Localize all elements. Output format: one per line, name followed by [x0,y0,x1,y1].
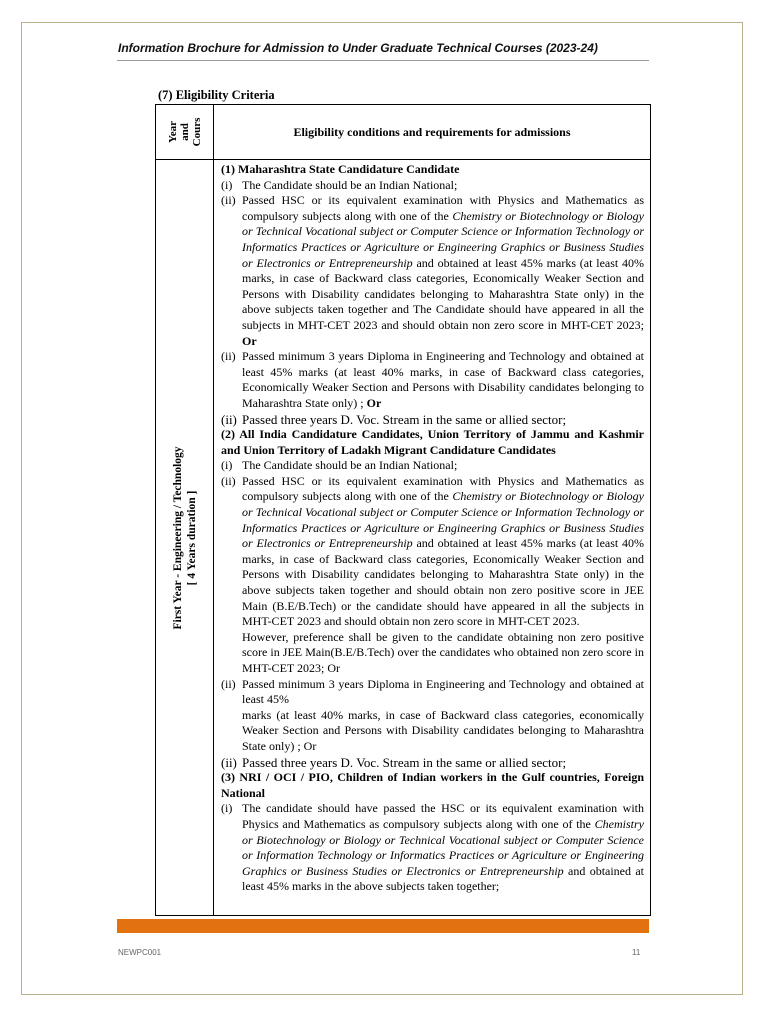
year-course-header [156,105,214,160]
sec2-item-diploma: (ii) Passed minimum 3 years Diploma in Engineering and Technology and obtained at least 45% [221,676,644,707]
sec2-item-dvoc: (ii) Passed three years D. Voc. Stream in the same or allied sector; [221,754,567,770]
sec2-preference-note: However, preference shall be given to the candidate obtaining non zero positive score in JEE Main(B.E/B.Tech) over the candidates who obtained non zero score in MHT-CET 2023; Or [242,629,644,675]
header-cours: Cours [190,117,203,147]
sec1-item-ii: (ii) Passed HSC or its equivalent examination with Physics and Mathematics as compulsory subjects along with one of the Chemistry or Biotechnology or Biology or Technical Vocational subject or Computer Science or Information Technology or Informatics Practices or Agriculture or Engineering Graphics or Business Studies or Electronics or Entrepreneurship and obtained at least 45% marks (at least 40% marks, in case of Backward class categories, Economically Weaker Section and Persons with Disability candidates belonging to Maharashtra State only) in the above subjects taken together and The Candidate should have appeared in all the subjects in MHT-CET 2023 and should obtain non zero score in MHT-CET 2023; Or [221,193,645,348]
header-and: and [178,123,191,141]
footer-accent-bar [117,919,649,933]
duration-label: [ 4 Years duration ] [185,490,198,585]
course-label: First Year - Engineering / Technology [171,445,184,630]
header-year: Year [166,121,179,144]
eligibility-table [155,104,651,916]
sec3-heading: (3) NRI / OCI / PIO, Children of Indian workers in the Gulf countries, Foreign National [221,770,644,800]
sec2-diploma-cont: marks (at least 40% marks, in case of Backward class categories, economically Weaker Section and Persons with Disability candidates belonging to Maharashtra State only) ; Or [242,707,644,753]
sec3-item-i: (i) The candidate should have passed the HSC or its equivalent examination with Physics and Mathematics as compulsory subjects along with one of the Chemistry or Biotechnology or Biology or Technical Vocational subject or Computer Science or Information Technology or Informatics Practices or Agriculture or Engineering Graphics or Business Studies or Electronics or Entrepreneurship and obtained at least 45% marks in the above subjects taken together; [221,801,645,894]
sec2-item-i: (i) The Candidate should be an Indian National; [221,458,458,473]
sec1-item-diploma: (ii) Passed minimum 3 years Diploma in Engineering and Technology and obtained at least 45% marks (at least 40% marks, in case of Backward class categories, Economically Weaker Section and Persons with Disability candidates belonging to Maharashtra State only) ; Or [221,349,644,410]
conditions-header: Eligibility conditions and requirements for admissions [214,105,651,160]
sec2-heading: (2) All India Candidature Candidates, Union Territory of Jammu and Kashmir and Union Territory of Ladakh Migrant Candidature Candidates [221,427,644,457]
sec1-item-dvoc: (ii) Passed three years D. Voc. Stream in the same or allied sector; [221,411,567,427]
document-code: NEWPC001 [118,948,162,957]
conditions-cell [214,160,651,916]
page-number: 11 [632,948,641,957]
sec2-item-ii: (ii) Passed HSC or its equivalent examination with Physics and Mathematics as compulsory subjects along with one of the Chemistry or Biotechnology or Biology or Technical Vocational subject or Computer Science or Information Technology or Informatics Practices or Agriculture or Engineering Graphics or Business Studies or Electronics or Entrepreneurship and obtained at least 45% marks (at least 40% marks, in case of Backward class categories, Economically Weaker Section and Persons with Disability candidates belonging to Maharashtra State only) in the above subjects taken together and should obtain non zero positive score in JEE Main (B.E/B.Tech) or the candidate should have appeared in all the subjects in MHT-CET 2023 and should obtain non zero score in MHT-CET 2023. [221,473,645,629]
section-title: (7) Eligibility Criteria [158,88,275,102]
sec1-heading: (1) Maharashtra State Candidature Candidate [221,162,460,176]
sec1-item-i: (i) The Candidate should be an Indian National; [221,177,458,192]
page-header: Information Brochure for Admission to Under Graduate Technical Courses (2023-24) [118,41,598,55]
year-course-cell [156,160,214,916]
header-rule [117,60,649,61]
